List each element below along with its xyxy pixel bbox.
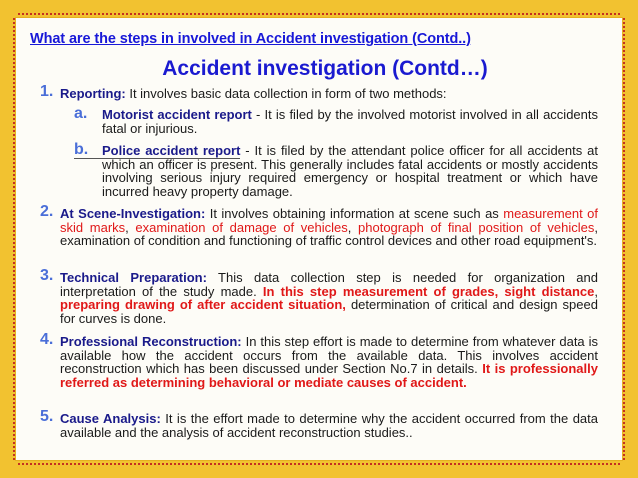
- item-body-text: ,: [125, 219, 136, 235]
- subitem-letter: b.: [74, 141, 89, 158]
- highlight-text: preparing drawing of after accident situation,: [60, 297, 346, 313]
- item-body-text: It is the effort made to determine why the accident occurred from the data available and the analysis of accident reconstruction studies..: [60, 411, 598, 440]
- item-label: At Scene-Investigation:: [60, 206, 206, 221]
- main-title: Accident investigation (Contd…): [162, 57, 488, 80]
- item-body-text: ,: [347, 219, 359, 235]
- item-label: Professional Reconstruction:: [60, 334, 242, 349]
- dotted-border-top: [18, 13, 620, 15]
- subitem-label: Police accident report: [102, 143, 241, 158]
- item-number: 2.: [40, 203, 54, 220]
- subitem-body-text: - It is filed by the involved motorist involved in all accidents fatal or injurious.: [102, 107, 598, 136]
- item-label: Cause Analysis:: [60, 411, 161, 426]
- item-number: 5.: [40, 408, 54, 425]
- subitem-text: [102, 144, 598, 198]
- dotted-border-left: [13, 18, 15, 460]
- highlight-text: It is professionally referred as determining behavioral or mediate causes of accident.: [60, 361, 598, 390]
- item-body-text: , examination of condition and functioning of traffic control devices and other road equipment's.: [60, 219, 598, 249]
- item-body-text: In this step effort is made to determine from whatever data is available how the accident occurs from the available data. This involves accident reconstruction which has been discussed under Section No.7 in details.: [60, 334, 598, 377]
- item-label: Technical Preparation:: [60, 270, 207, 285]
- item-body-text: ,: [594, 283, 598, 299]
- item-text: [60, 271, 598, 325]
- dotted-border-bottom: [18, 463, 620, 465]
- subitem-body-text: - It is filed by the attendant police officer for all accidents at which an officer is present. This generally includes fatal accidents or mostly accidents involving serious injury required emergency or hospital treatment or which have incurred heavy property damage.: [102, 143, 598, 199]
- divider-line: [74, 158, 240, 159]
- item-number: 3.: [40, 267, 54, 284]
- subitem-label: Motorist accident report: [102, 107, 252, 122]
- item-text: [60, 335, 598, 389]
- item-body-text: determination of critical and design speed for curves is done.: [60, 297, 598, 326]
- item-body-text: It involves basic data collection in form of two methods:: [125, 86, 447, 101]
- item-body-text: This data collection step is needed for organization and interpretation of the study made.: [60, 270, 599, 299]
- dotted-border-right: [623, 18, 625, 460]
- highlight-text: measurement of skid marks: [60, 206, 598, 235]
- item-label: Reporting:: [60, 86, 126, 101]
- top-heading: What are the steps in involved in Accident investigation (Contd..): [30, 31, 471, 47]
- item-text: [60, 412, 598, 439]
- highlight-text: examination of damage of vehicles: [135, 219, 348, 235]
- item-number: 1.: [40, 83, 54, 100]
- subitem-text: [102, 108, 598, 135]
- item-text: [60, 207, 598, 248]
- highlight-text: photograph of final position of vehicles: [358, 219, 595, 235]
- item-body-text: It involves obtaining information at scene such as: [205, 206, 504, 221]
- item-number: 4.: [40, 331, 54, 348]
- highlight-text: In this step measurement of grades, sight distance: [262, 283, 595, 299]
- item-text: [60, 87, 600, 101]
- subitem-letter: a.: [74, 105, 88, 122]
